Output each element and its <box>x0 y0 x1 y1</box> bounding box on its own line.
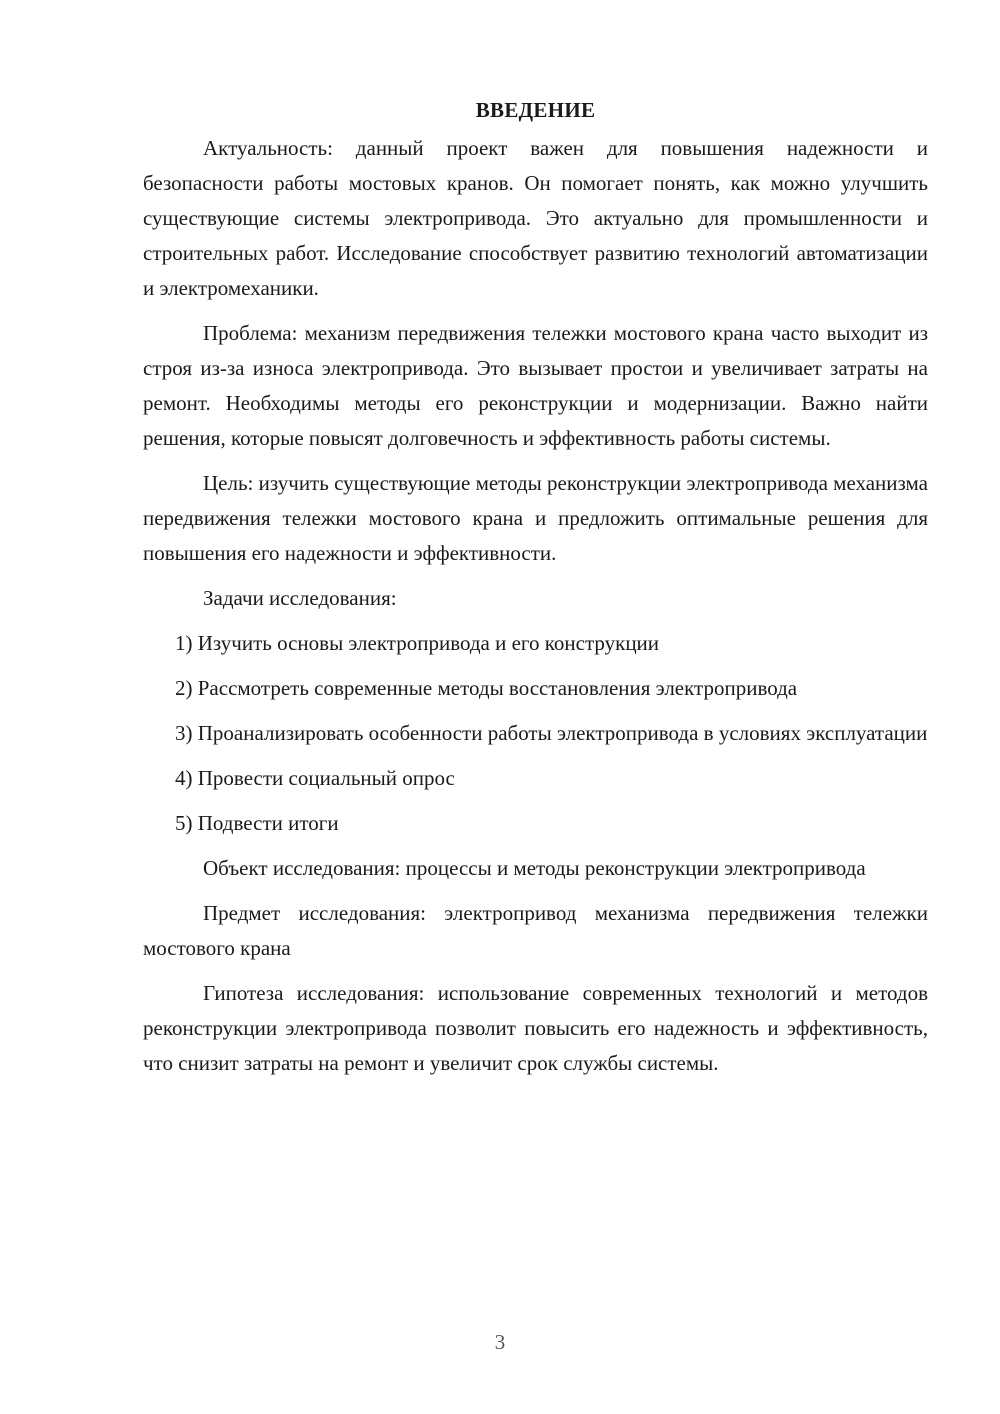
goal-paragraph: Цель: изучить существующие методы реконструкции электропривода механизма передвижения тележки мостового крана и предложить оптимальные решения для повышения его надежности и эффективности. <box>143 471 928 565</box>
document-page <box>143 92 928 1091</box>
relevance-paragraph: Актуальность: данный проект важен для повышения надежности и безопасности работы мостовых кранов. Он помогает понять, как можно улучшить существующие системы электропривода. Это актуально для промышленности и строительных работ. Исследование способствует развитию технологий автоматизации и электромеханики. <box>143 136 928 300</box>
task-item: 2) Рассмотреть современные методы восстановления электропривода <box>175 676 798 700</box>
task-item: 4) Провести социальный опрос <box>175 766 455 790</box>
task-item: 3) Проанализировать особенности работы электропривода в условиях эксплуатации <box>175 721 928 745</box>
hypothesis-paragraph: Гипотеза исследования: использование современных технологий и методов реконструкции электропривода позволит повысить его надежность и эффективность, что снизит затраты на ремонт и увеличит срок службы системы. <box>143 981 928 1075</box>
object-paragraph: Объект исследования: процессы и методы реконструкции электропривода <box>203 856 866 880</box>
section-title: ВВЕДЕНИЕ <box>475 98 596 122</box>
tasks-list <box>143 626 928 841</box>
task-item: 1) Изучить основы электропривода и его конструкции <box>175 631 660 655</box>
tasks-heading: Задачи исследования: <box>203 586 397 610</box>
problem-paragraph: Проблема: механизм передвижения тележки мостового крана часто выходит из строя из-за износа электропривода. Это вызывает простои и увеличивает затраты на ремонт. Необходимы методы его реконструкции и модернизации. Важно найти решения, которые повысят долговечность и эффективность работы системы. <box>143 321 928 450</box>
task-item: 5) Подвести итоги <box>175 811 339 835</box>
page-number: 3 <box>494 1330 506 1354</box>
subject-paragraph: Предмет исследования: электропривод механизма передвижения тележки мостового крана <box>143 901 928 960</box>
